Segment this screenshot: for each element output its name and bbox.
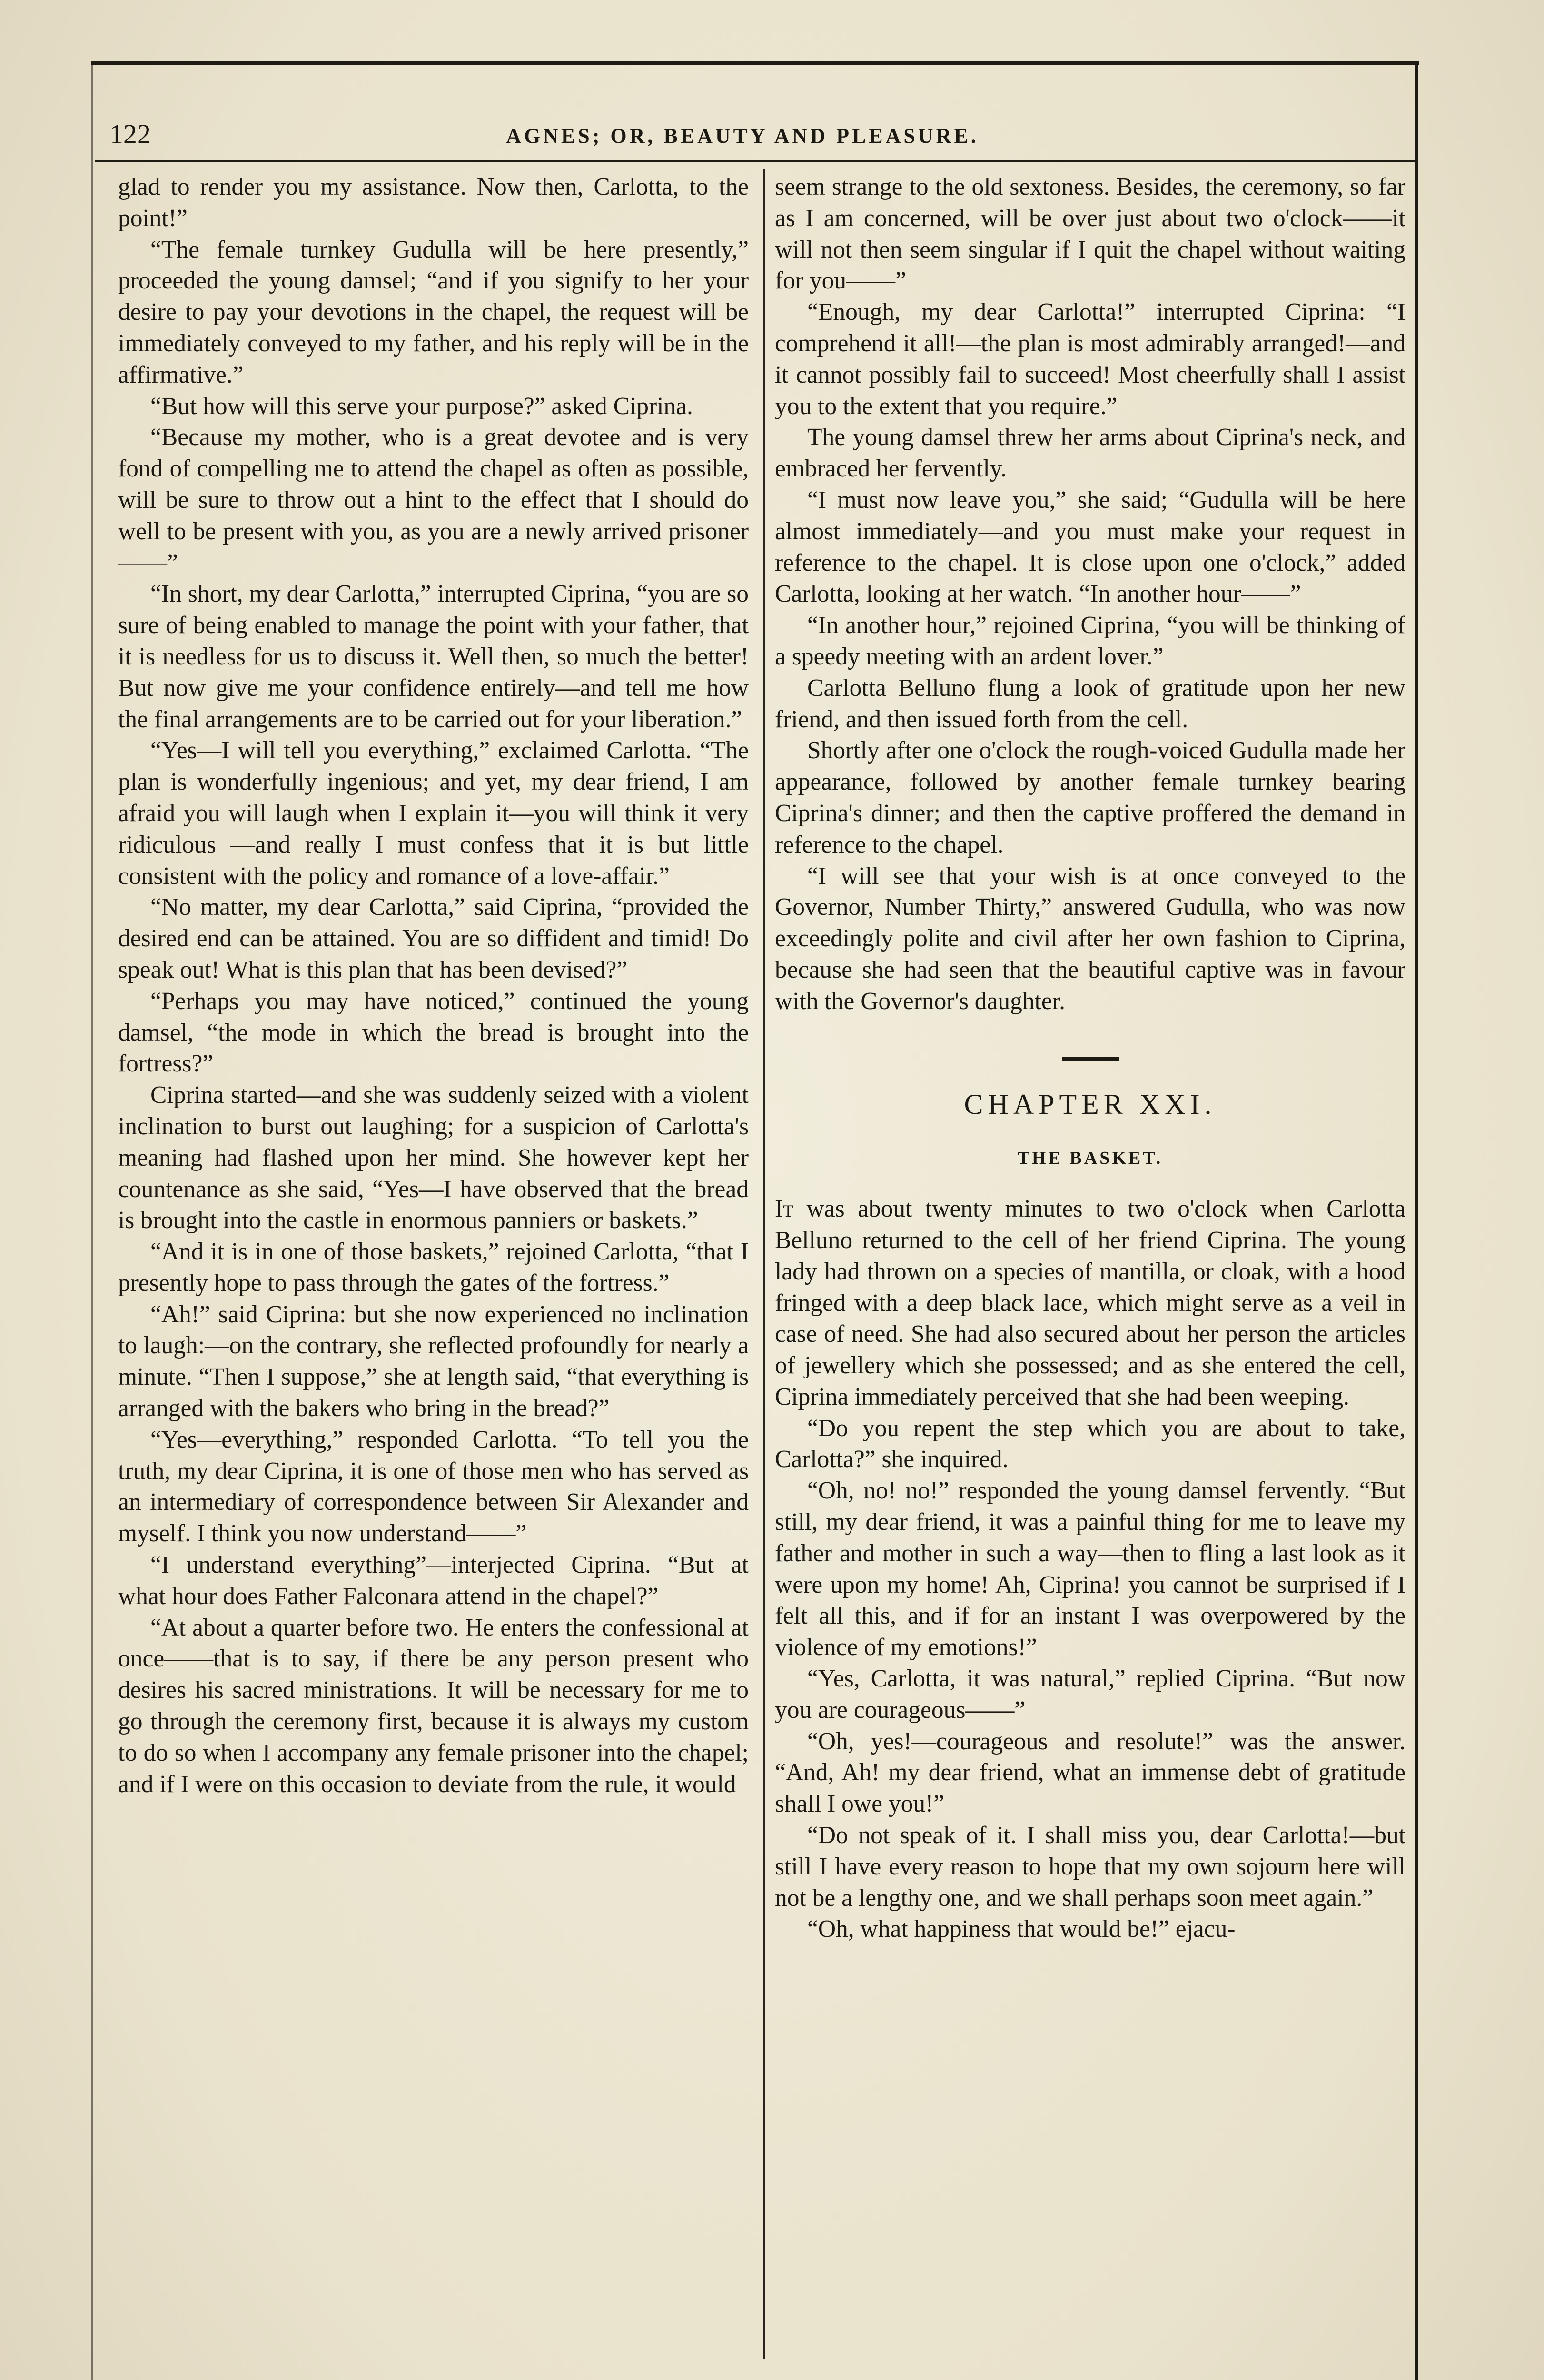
column-divider (763, 169, 765, 2359)
paragraph: glad to render you my assistance. Now then, Carlotta, to the point!” (118, 173, 749, 232)
header-rule (95, 160, 1416, 162)
paragraph: “Yes—I will tell you everything,” exclaimed Carlotta. “The plan is wonderfully ingenious; and yet, my dear friend, I am afraid you will laugh when I explain it—you will think it very ridiculous —and really I must confess that it is but little consistent with the policy and romance of a love-affair.” (118, 737, 749, 890)
left-border-rule (91, 61, 93, 2380)
page-number: 122 (109, 119, 151, 149)
top-border-rule (91, 61, 1419, 65)
right-text-column (775, 171, 1405, 2342)
paragraph: “Ah!” said Ciprina: but she now experienced no inclination to laugh:—on the contrary, she reflected profoundly for nearly a minute. “Then I suppose,” she at length said, “that everything is arranged with the bakers who bring in the bread?” (118, 1300, 749, 1422)
chapter-divider-rule (1062, 1057, 1119, 1061)
paragraph: “I understand everything”—interjected Ciprina. “But at what hour does Father Falconara attend in the chapel?” (118, 1551, 749, 1610)
opening-text: was about twenty minutes to two o'clock when Carlotta Belluno returned to the cell of her friend Ciprina. The young lady had thrown on a species of mantilla, or cloak, with a hood fringed with a deep black lace, which might serve as a veil in case of need. She had also secured about her person the articles of jewellery which she possessed; and as she entered the cell, Ciprina immediately perceived that she had been weeping. (775, 1195, 1405, 1410)
chapter-opening-paragraph (775, 1193, 1405, 1413)
paragraph: “Oh, what happiness that would be!” ejacu- (807, 1915, 1236, 1943)
chapter-title: CHAPTER XXI. (964, 1088, 1217, 1120)
paragraph: “Perhaps you may have noticed,” continued the young damsel, “the mode in which the bread is brought into the fortress?” (118, 987, 749, 1078)
right-border-rule (1415, 61, 1418, 2380)
running-title: AGNES; OR, BEAUTY AND PLEASURE. (506, 124, 979, 148)
paragraph: “In short, my dear Carlotta,” interrupted Ciprina, “you are so sure of being enabled to manage the point with your father, that it is needless for us to discuss it. Well then, so much the better! But now give me your confidence entirely—and tell me how the final arrangements are to be carried out for your liberation.” (118, 580, 749, 733)
paragraph: “The female turnkey Gudulla will be here presently,” proceeded the young damsel; “and if you signify to her your desire to pay your devotions in the chapel, the request will be immediately conveyed to my father, and his reply will be in the affirmative.” (118, 236, 749, 388)
paragraph: “But how will this serve your purpose?” asked Ciprina. (150, 392, 693, 420)
paragraph: seem strange to the old sextoness. Besides, the ceremony, so far as I am concerned, will be over just about two o'clock——it will not then seem singular if I quit the chapel without waiting for you——” (775, 173, 1405, 295)
paragraph: “No matter, my dear Carlotta,” said Ciprina, “provided the desired end can be attained. You are so diffident and timid! Do speak out! What is this plan that has been devised?” (118, 893, 749, 983)
paragraph: “At about a quarter before two. He enters the confessional at once——that is to say, if there be any person present who desires his sacred ministrations. It will be necessary for me to go through the ceremony first, because it is always my custom to do so when I accompany any female prisoner into the chapel; and if I were on this occasion to deviate from the rule, it would (118, 1614, 749, 1798)
paragraph: The young damsel threw her arms about Ciprina's neck, and embraced her fervently. (775, 424, 1405, 483)
paragraph: “Because my mother, who is a great devotee and is very fond of compelling me to attend the chapel as often as possible, will be sure to throw out a hint to the effect that I should do well to be present with you, as you are a newly arrived prisoner——” (118, 424, 749, 576)
paragraph: “Oh, yes!—courageous and resolute!” was the answer. “And, Ah! my dear friend, what an immense debt of gratitude shall I owe you!” (775, 1727, 1405, 1818)
paragraph: “Do you repent the step which you are about to take, Carlotta?” she inquired. (775, 1414, 1405, 1473)
left-text-column (118, 171, 749, 2342)
paragraph: “Oh, no! no!” responded the young damsel fervently. “But still, my dear friend, it was a painful thing for me to leave my father and mother in such a way—then to fling a last look as it were upon my home! Ah, Ciprina! you cannot be surprised if I felt all this, and if for an instant I was overpowered by the violence of my emotions!” (775, 1477, 1405, 1661)
paragraph: “Yes—everything,” responded Carlotta. “To tell you the truth, my dear Ciprina, it is one of those men who has served as an intermediary of correspondence between Sir Alexander and myself. I think you now understand——” (118, 1426, 749, 1547)
paragraph: “Enough, my dear Carlotta!” interrupted Ciprina: “I comprehend it all!—the plan is most admirably arranged!—and it cannot possibly fail to succeed! Most cheerfully shall I assist you to the extent that you require.” (775, 298, 1405, 420)
running-header (95, 114, 1390, 157)
paragraph: “I must now leave you,” she said; “Gudulla will be here almost immediately—and you must make your request in reference to the chapel. It is close upon one o'clock,” added Carlotta, looking at her watch. “In another hour——” (775, 486, 1405, 608)
paragraph: Ciprina started—and she was suddenly seized with a violent inclination to burst out laughing; for a suspicion of Carlotta's meaning had flashed upon her mind. She however kept her countenance as she said, “Yes—I have observed that the bread is brought into the castle in enormous panniers or baskets.” (118, 1081, 749, 1234)
chapter-subtitle: THE BASKET. (1017, 1148, 1163, 1169)
paragraph: “Do not speak of it. I shall miss you, dear Carlotta!—but still I have every reason to hope that my own sojourn here will not be a lengthy one, and we shall perhaps soon meet again.” (775, 1822, 1405, 1912)
paragraph: Shortly after one o'clock the rough-voiced Gudulla made her appearance, followed by another female turnkey bearing Ciprina's dinner; and then the captive proffered the demand in reference to the chapel. (775, 737, 1405, 858)
opening-word: It (775, 1195, 794, 1223)
paragraph: “And it is in one of those baskets,” rejoined Carlotta, “that I presently hope to pass through the gates of the fortress.” (118, 1238, 749, 1297)
paragraph: “Yes, Carlotta, it was natural,” replied Ciprina. “But now you are courageous——” (775, 1665, 1405, 1724)
paragraph: “In another hour,” rejoined Ciprina, “you will be thinking of a speedy meeting with an ardent lover.” (775, 612, 1405, 670)
paragraph: “I will see that your wish is at once conveyed to the Governor, Number Thirty,” answered Gudulla, who was now exceedingly polite and civil after her own fashion to Ciprina, because she had seen that the beautiful captive was in favour with the Governor's daughter. (775, 862, 1405, 1015)
paragraph: Carlotta Belluno flung a look of gratitude upon her new friend, and then issued forth from the cell. (775, 674, 1405, 733)
